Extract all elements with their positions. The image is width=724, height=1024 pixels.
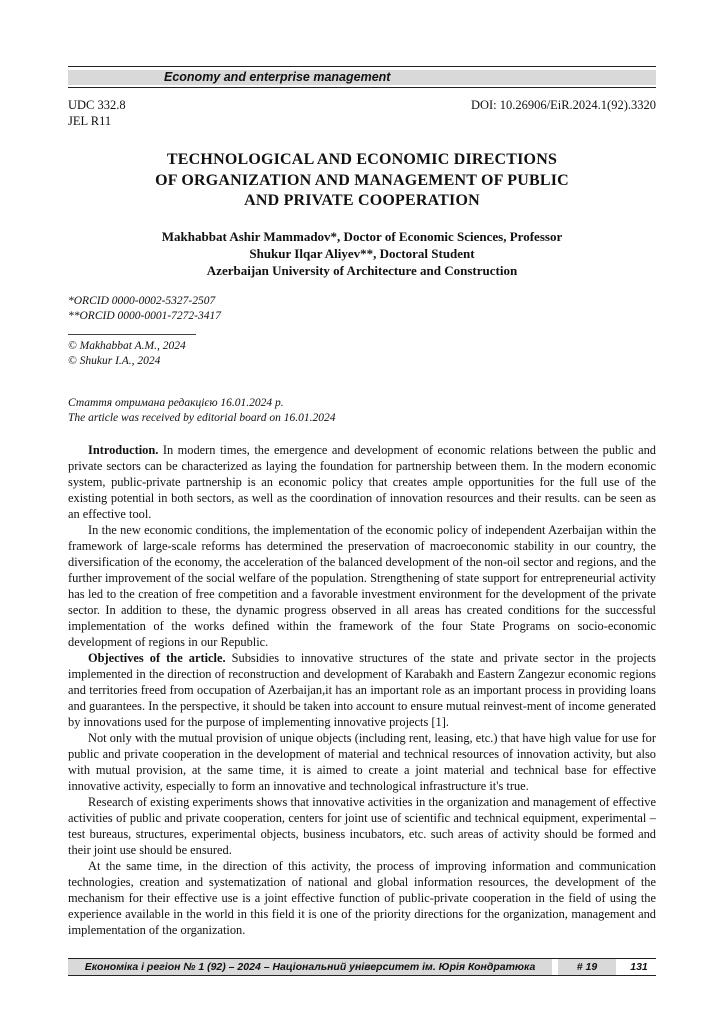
paragraph: Not only with the mutual provision of unique objects (including rent, leasing, etc.) that have high value for use for public and private cooperation in the development of material and technical resources of innovation activity, but also with mutual provision, at the same time, it is aimed to create a joint material and technical base for effective innovative activity, especially to form an innovative and technological infrastructure it's true. — [68, 731, 656, 793]
title-line: OF ORGANIZATION AND MANAGEMENT OF PUBLIC — [155, 171, 569, 189]
header-rule-bottom — [68, 87, 656, 88]
copyright-block — [68, 339, 186, 369]
article-body — [68, 442, 656, 938]
orcid-second: **ORCID 0000-0001-7272-3417 — [68, 310, 221, 322]
copyright-first: © Makhabbat A.M., 2024 — [68, 340, 186, 352]
received-english: The article was received by editorial board on 16.01.2024 — [68, 412, 336, 424]
author-second: Shukur Ilqar Aliyev**, Doctoral Student — [249, 246, 475, 261]
header-rule-top — [68, 66, 656, 67]
classification-codes — [68, 97, 126, 129]
issue-number: # 19 — [558, 959, 616, 975]
affiliation: Azerbaijan University of Architecture and Construction — [206, 263, 518, 278]
authors-block — [68, 228, 656, 279]
udc-code: UDC 332.8 — [68, 98, 126, 112]
received-ukrainian: Стаття отримана редакцією 16.01.2024 р. — [68, 397, 284, 409]
page-number: 131 — [630, 961, 648, 973]
footnote-divider — [68, 334, 196, 335]
orcid-first: *ORCID 0000-0002-5327-2507 — [68, 295, 216, 307]
paragraph: Research of existing experiments shows that innovative activities in the organization and management of effective activities of public and private cooperation, centers for joint use of scientific and technical equipment, experimental – test bureaus, structures, experimental objects, business incubators, etc. such areas of activity should be formed and their joint use should be ensured. — [68, 795, 656, 857]
orcid-block — [68, 294, 221, 324]
page-footer — [68, 958, 656, 976]
copyright-second: © Shukur I.A., 2024 — [68, 355, 161, 367]
paragraph — [68, 650, 656, 730]
doi: DOI: 10.26906/EiR.2024.1(92).3320 — [470, 98, 656, 112]
author-first: Makhabbat Ashir Mammadov*, Doctor of Economic Sciences, Professor — [161, 229, 563, 244]
paragraph-text: Subsidies to innovative structures of the state and private sector in the projects implemented in the direction of reconstruction and development of Karabakh and Eastern Zangezur economic regions and territories freed from occupation of Azerbaijan,it has an important role as an important process in providing loans and guarantees. In the perspective, it should be taken into account to ensure mutual reinvest-ment of income generated by innovations used for the purpose of implementing innovative projects [1]. — [68, 651, 656, 729]
jel-code: JEL R11 — [68, 114, 112, 128]
paragraph — [68, 442, 656, 522]
title-line: TECHNOLOGICAL AND ECONOMIC DIRECTIONS — [166, 151, 558, 168]
article-title — [68, 150, 656, 212]
paragraph-heading: Objectives of the article. — [88, 651, 226, 665]
paragraph: In the new economic conditions, the implementation of the economic policy of independent Azerbaijan within the framework of large-scale reforms has determined the preservation of macroeconomic stability in our country, the diversification of the economy, the acceleration of the balanced development of the non-oil sector and regions, and the further improvement of the social welfare of the population. Strengthening of state support for entrepreneurial activity has led to the creation of free competition and a favorable investment environment for the development of the private sector. In addition to these, the dynamic progress observed in all areas has created conditions for the successful implementation of the works defined within the framework of the four State Programs on socio-economic development of regions in our Republic. — [68, 523, 656, 649]
section-header — [68, 70, 656, 85]
journal-citation: Економіка і регіон № 1 (92) – 2024 – Національний університет ім. Юрія Кондратюка — [68, 959, 552, 975]
title-line: AND PRIVATE COOPERATION — [244, 192, 480, 209]
paragraph-text: In modern times, the emergence and development of economic relations between the public and private sectors can be characterized as laying the foundation for partnership between them. In the modern economic system, public-private partnership is an economic policy that creates ample opportunities for the full use of the existing potential in both sectors, as well as the coordination of innovation resources and their results. can be seen as an effective tool. — [68, 443, 656, 521]
paragraph-heading: Introduction. — [88, 443, 159, 457]
received-note — [68, 396, 335, 426]
paragraph: At the same time, in the direction of this activity, the process of improving information and communication technologies, creation and systematization of national and global information resources, the development of the mechanism for their effective use is a joint effective function of public-private cooperation in the field of using the experience available in the world in this field it is one of the priority directions for the organization, management and implementation of the organization. — [68, 859, 656, 937]
section-title: Economy and enterprise management — [164, 70, 391, 84]
